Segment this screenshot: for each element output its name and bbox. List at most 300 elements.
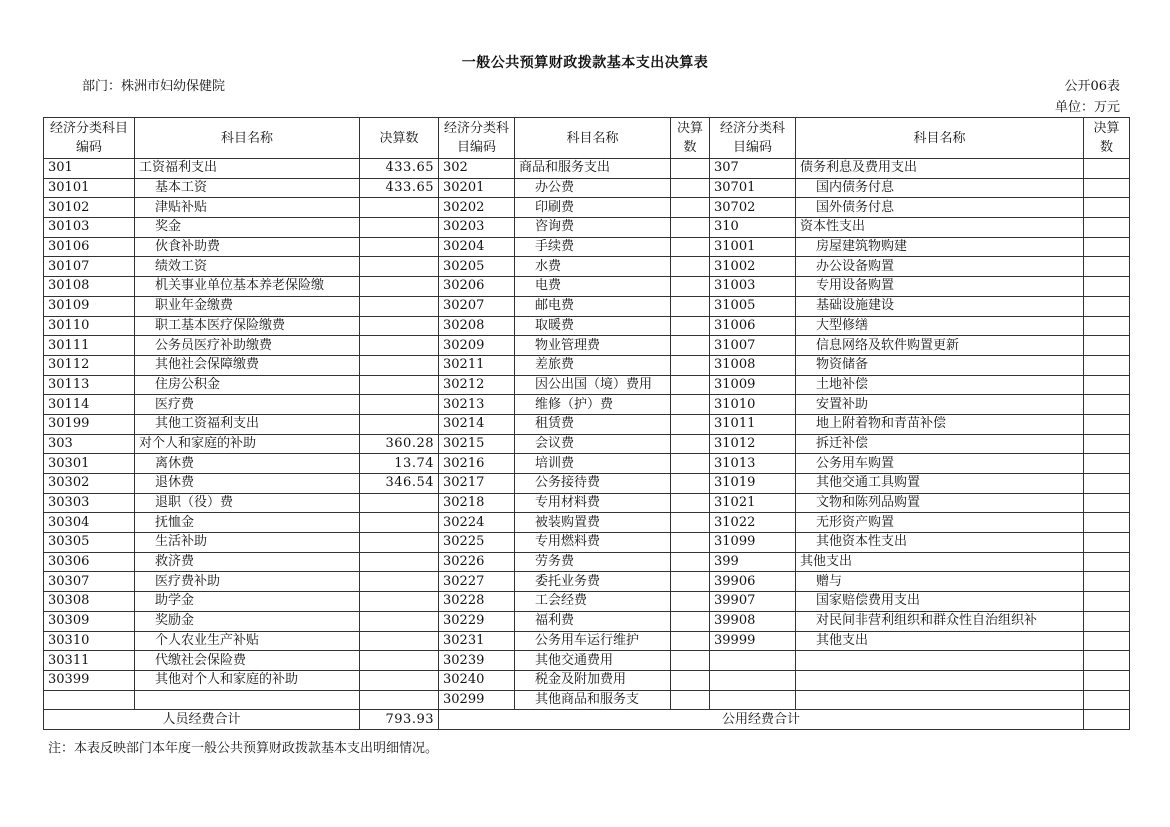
personnel-total-label: 人员经费合计 bbox=[44, 710, 360, 730]
table-row bbox=[44, 611, 1130, 631]
name-cell-3: 其他资本性支出 bbox=[796, 533, 1084, 553]
name-cell-3: 资本性支出 bbox=[796, 218, 1084, 238]
code-cell-1: 30306 bbox=[44, 552, 135, 572]
form-number: 公开06表 bbox=[1064, 79, 1120, 94]
header-name-3: 科目名称 bbox=[796, 118, 1084, 159]
name-cell-3: 债务利息及费用支出 bbox=[796, 159, 1084, 179]
amount-cell-1 bbox=[360, 355, 439, 375]
name-cell-2: 公务接待费 bbox=[515, 474, 671, 494]
table-row bbox=[44, 316, 1130, 336]
amount-cell-2 bbox=[671, 651, 710, 671]
code-cell-2: 30229 bbox=[439, 611, 515, 631]
name-cell-1: 工资福利支出 bbox=[135, 159, 360, 179]
totals-row bbox=[44, 710, 1130, 730]
code-cell-2: 30205 bbox=[439, 257, 515, 277]
table-row bbox=[44, 631, 1130, 651]
name-cell-1: 个人农业生产补贴 bbox=[135, 631, 360, 651]
header-amount-3: 决算数 bbox=[1084, 118, 1130, 159]
name-cell-3: 地上附着物和青苗补偿 bbox=[796, 414, 1084, 434]
code-cell-2: 30299 bbox=[439, 690, 515, 710]
name-cell-2: 电费 bbox=[515, 277, 671, 297]
code-cell-2: 30240 bbox=[439, 670, 515, 690]
amount-cell-1 bbox=[360, 651, 439, 671]
name-cell-2: 福利费 bbox=[515, 611, 671, 631]
code-cell-1: 301 bbox=[44, 159, 135, 179]
name-cell-1: 生活补助 bbox=[135, 533, 360, 553]
table-row bbox=[44, 198, 1130, 218]
amount-cell-3 bbox=[1084, 513, 1130, 533]
code-cell-1: 30309 bbox=[44, 611, 135, 631]
code-cell-1 bbox=[44, 690, 135, 710]
table-row bbox=[44, 178, 1130, 198]
name-cell-2: 物业管理费 bbox=[515, 336, 671, 356]
name-cell-1: 其他社会保障缴费 bbox=[135, 355, 360, 375]
amount-cell-3 bbox=[1084, 670, 1130, 690]
name-cell-1: 救济费 bbox=[135, 552, 360, 572]
amount-cell-3 bbox=[1084, 414, 1130, 434]
amount-cell-1: 433.65 bbox=[360, 159, 439, 179]
code-cell-2: 30203 bbox=[439, 218, 515, 238]
code-cell-1: 30110 bbox=[44, 316, 135, 336]
amount-cell-1 bbox=[360, 533, 439, 553]
department-label: 部门：株洲市妇幼保健院 bbox=[82, 79, 226, 94]
amount-cell-3 bbox=[1084, 651, 1130, 671]
amount-cell-1 bbox=[360, 493, 439, 513]
amount-cell-3 bbox=[1084, 178, 1130, 198]
code-cell-2: 302 bbox=[439, 159, 515, 179]
code-cell-2: 30208 bbox=[439, 316, 515, 336]
code-cell-2: 30217 bbox=[439, 474, 515, 494]
header-amount-2: 决算数 bbox=[671, 118, 710, 159]
code-cell-2: 30228 bbox=[439, 592, 515, 612]
amount-cell-3 bbox=[1084, 572, 1130, 592]
amount-cell-3 bbox=[1084, 336, 1130, 356]
amount-cell-3 bbox=[1084, 395, 1130, 415]
code-cell-3 bbox=[710, 651, 796, 671]
amount-cell-1 bbox=[360, 611, 439, 631]
name-cell-2: 取暖费 bbox=[515, 316, 671, 336]
code-cell-1: 30303 bbox=[44, 493, 135, 513]
table-row bbox=[44, 493, 1130, 513]
amount-cell-1 bbox=[360, 296, 439, 316]
table-row bbox=[44, 592, 1130, 612]
name-cell-1: 退职（役）费 bbox=[135, 493, 360, 513]
code-cell-2: 30213 bbox=[439, 395, 515, 415]
code-cell-3: 310 bbox=[710, 218, 796, 238]
code-cell-2: 30201 bbox=[439, 178, 515, 198]
name-cell-1: 公务员医疗补助缴费 bbox=[135, 336, 360, 356]
table-row bbox=[44, 218, 1130, 238]
amount-cell-3 bbox=[1084, 690, 1130, 710]
code-cell-1: 30310 bbox=[44, 631, 135, 651]
code-cell-2: 30209 bbox=[439, 336, 515, 356]
amount-cell-3 bbox=[1084, 257, 1130, 277]
name-cell-1: 离休费 bbox=[135, 454, 360, 474]
table-row bbox=[44, 670, 1130, 690]
name-cell-2: 其他商品和服务支 bbox=[515, 690, 671, 710]
amount-cell-1 bbox=[360, 316, 439, 336]
name-cell-2: 手续费 bbox=[515, 237, 671, 257]
name-cell-3: 国家赔偿费用支出 bbox=[796, 592, 1084, 612]
header-name-1: 科目名称 bbox=[135, 118, 360, 159]
name-cell-1: 机关事业单位基本养老保险缴 bbox=[135, 277, 360, 297]
code-cell-2: 30206 bbox=[439, 277, 515, 297]
name-cell-1: 职业年金缴费 bbox=[135, 296, 360, 316]
amount-cell-3 bbox=[1084, 316, 1130, 336]
name-cell-1: 抚恤金 bbox=[135, 513, 360, 533]
amount-cell-1 bbox=[360, 572, 439, 592]
code-cell-1: 30304 bbox=[44, 513, 135, 533]
amount-cell-2 bbox=[671, 690, 710, 710]
name-cell-2: 委托业务费 bbox=[515, 572, 671, 592]
amount-cell-3 bbox=[1084, 611, 1130, 631]
code-cell-3 bbox=[710, 690, 796, 710]
amount-cell-1 bbox=[360, 237, 439, 257]
table-row bbox=[44, 513, 1130, 533]
code-cell-1: 30305 bbox=[44, 533, 135, 553]
code-cell-1: 30301 bbox=[44, 454, 135, 474]
name-cell-2: 培训费 bbox=[515, 454, 671, 474]
name-cell-2: 商品和服务支出 bbox=[515, 159, 671, 179]
amount-cell-2 bbox=[671, 277, 710, 297]
name-cell-1: 基本工资 bbox=[135, 178, 360, 198]
amount-cell-1 bbox=[360, 592, 439, 612]
code-cell-3: 31007 bbox=[710, 336, 796, 356]
table-row bbox=[44, 434, 1130, 454]
amount-cell-3 bbox=[1084, 552, 1130, 572]
table-row bbox=[44, 414, 1130, 434]
code-cell-1: 30399 bbox=[44, 670, 135, 690]
name-cell-3: 安置补助 bbox=[796, 395, 1084, 415]
name-cell-1: 津贴补贴 bbox=[135, 198, 360, 218]
name-cell-3: 国内债务付息 bbox=[796, 178, 1084, 198]
code-cell-2: 30211 bbox=[439, 355, 515, 375]
amount-cell-3 bbox=[1084, 493, 1130, 513]
table-row bbox=[44, 257, 1130, 277]
amount-cell-1: 433.65 bbox=[360, 178, 439, 198]
name-cell-2: 办公费 bbox=[515, 178, 671, 198]
code-cell-1: 30106 bbox=[44, 237, 135, 257]
name-cell-1: 其他工资福利支出 bbox=[135, 414, 360, 434]
amount-cell-1 bbox=[360, 552, 439, 572]
name-cell-3: 其他交通工具购置 bbox=[796, 474, 1084, 494]
amount-cell-3 bbox=[1084, 159, 1130, 179]
name-cell-2: 税金及附加费用 bbox=[515, 670, 671, 690]
name-cell-2: 劳务费 bbox=[515, 552, 671, 572]
name-cell-2: 会议费 bbox=[515, 434, 671, 454]
amount-cell-2 bbox=[671, 218, 710, 238]
code-cell-2: 30212 bbox=[439, 375, 515, 395]
name-cell-1: 奖励金 bbox=[135, 611, 360, 631]
table-row bbox=[44, 395, 1130, 415]
name-cell-2: 差旅费 bbox=[515, 355, 671, 375]
name-cell-2: 印刷费 bbox=[515, 198, 671, 218]
code-cell-1: 30107 bbox=[44, 257, 135, 277]
code-cell-1: 30311 bbox=[44, 651, 135, 671]
name-cell-3: 大型修缮 bbox=[796, 316, 1084, 336]
amount-cell-2 bbox=[671, 237, 710, 257]
name-cell-3: 赠与 bbox=[796, 572, 1084, 592]
code-cell-3: 31013 bbox=[710, 454, 796, 474]
table-row bbox=[44, 690, 1130, 710]
name-cell-3: 土地补偿 bbox=[796, 375, 1084, 395]
amount-cell-2 bbox=[671, 395, 710, 415]
name-cell-2: 专用材料费 bbox=[515, 493, 671, 513]
name-cell-3: 专用设备购置 bbox=[796, 277, 1084, 297]
table-row bbox=[44, 454, 1130, 474]
name-cell-1: 医疗费 bbox=[135, 395, 360, 415]
code-cell-1: 30112 bbox=[44, 355, 135, 375]
code-cell-2: 30204 bbox=[439, 237, 515, 257]
amount-cell-1 bbox=[360, 631, 439, 651]
amount-cell-3 bbox=[1084, 434, 1130, 454]
name-cell-1: 其他对个人和家庭的补助 bbox=[135, 670, 360, 690]
table-row bbox=[44, 533, 1130, 553]
name-cell-3: 对民间非营利组织和群众性自治组织补 bbox=[796, 611, 1084, 631]
amount-cell-2 bbox=[671, 533, 710, 553]
name-cell-3: 基础设施建设 bbox=[796, 296, 1084, 316]
name-cell-2: 其他交通费用 bbox=[515, 651, 671, 671]
code-cell-1: 30113 bbox=[44, 375, 135, 395]
amount-cell-2 bbox=[671, 513, 710, 533]
code-cell-3: 31005 bbox=[710, 296, 796, 316]
code-cell-1: 30114 bbox=[44, 395, 135, 415]
report-title: 一般公共预算财政拨款基本支出决算表 bbox=[461, 55, 709, 71]
name-cell-1: 对个人和家庭的补助 bbox=[135, 434, 360, 454]
code-cell-3: 399 bbox=[710, 552, 796, 572]
table-row bbox=[44, 237, 1130, 257]
amount-cell-2 bbox=[671, 414, 710, 434]
amount-cell-2 bbox=[671, 572, 710, 592]
name-cell-1: 职工基本医疗保险缴费 bbox=[135, 316, 360, 336]
table-header-row bbox=[44, 118, 1130, 159]
code-cell-3: 39907 bbox=[710, 592, 796, 612]
name-cell-3: 拆迁补偿 bbox=[796, 434, 1084, 454]
name-cell-3: 其他支出 bbox=[796, 552, 1084, 572]
header-amount-1: 决算数 bbox=[360, 118, 439, 159]
amount-cell-1 bbox=[360, 218, 439, 238]
code-cell-3: 31012 bbox=[710, 434, 796, 454]
header-name-2: 科目名称 bbox=[515, 118, 671, 159]
amount-cell-1 bbox=[360, 375, 439, 395]
name-cell-1: 退休费 bbox=[135, 474, 360, 494]
name-cell-1: 伙食补助费 bbox=[135, 237, 360, 257]
amount-cell-3 bbox=[1084, 375, 1130, 395]
code-cell-2: 30215 bbox=[439, 434, 515, 454]
table-row bbox=[44, 474, 1130, 494]
code-cell-2: 30224 bbox=[439, 513, 515, 533]
amount-cell-3 bbox=[1084, 355, 1130, 375]
amount-cell-3 bbox=[1084, 592, 1130, 612]
amount-cell-1: 346.54 bbox=[360, 474, 439, 494]
name-cell-1 bbox=[135, 690, 360, 710]
amount-cell-1 bbox=[360, 395, 439, 415]
name-cell-3 bbox=[796, 651, 1084, 671]
name-cell-1: 助学金 bbox=[135, 592, 360, 612]
name-cell-2: 因公出国（境）费用 bbox=[515, 375, 671, 395]
personnel-total-value: 793.93 bbox=[360, 710, 439, 730]
name-cell-3: 信息网络及软件购置更新 bbox=[796, 336, 1084, 356]
amount-cell-2 bbox=[671, 434, 710, 454]
amount-cell-1 bbox=[360, 670, 439, 690]
name-cell-2: 工会经费 bbox=[515, 592, 671, 612]
code-cell-3: 31003 bbox=[710, 277, 796, 297]
amount-cell-2 bbox=[671, 631, 710, 651]
code-cell-1: 30102 bbox=[44, 198, 135, 218]
footnote: 注：本表反映部门本年度一般公共预算财政拨款基本支出明细情况。 bbox=[48, 741, 439, 756]
table-row bbox=[44, 375, 1130, 395]
name-cell-1: 绩效工资 bbox=[135, 257, 360, 277]
amount-cell-2 bbox=[671, 375, 710, 395]
code-cell-1: 30108 bbox=[44, 277, 135, 297]
amount-cell-2 bbox=[671, 336, 710, 356]
name-cell-3: 其他支出 bbox=[796, 631, 1084, 651]
amount-cell-3 bbox=[1084, 237, 1130, 257]
amount-cell-2 bbox=[671, 198, 710, 218]
name-cell-3: 公务用车购置 bbox=[796, 454, 1084, 474]
table-row bbox=[44, 552, 1130, 572]
name-cell-2: 邮电费 bbox=[515, 296, 671, 316]
amount-cell-2 bbox=[671, 296, 710, 316]
amount-cell-3 bbox=[1084, 533, 1130, 553]
amount-cell-1 bbox=[360, 513, 439, 533]
code-cell-1: 303 bbox=[44, 434, 135, 454]
code-cell-2: 30226 bbox=[439, 552, 515, 572]
code-cell-3: 31006 bbox=[710, 316, 796, 336]
name-cell-3: 无形资产购置 bbox=[796, 513, 1084, 533]
header-code-2: 经济分类科目编码 bbox=[439, 118, 515, 159]
amount-cell-2 bbox=[671, 611, 710, 631]
amount-cell-2 bbox=[671, 493, 710, 513]
name-cell-3: 房屋建筑物购建 bbox=[796, 237, 1084, 257]
name-cell-1: 住房公积金 bbox=[135, 375, 360, 395]
code-cell-2: 30225 bbox=[439, 533, 515, 553]
code-cell-3: 30702 bbox=[710, 198, 796, 218]
code-cell-2: 30227 bbox=[439, 572, 515, 592]
amount-cell-3 bbox=[1084, 198, 1130, 218]
name-cell-2: 维修（护）费 bbox=[515, 395, 671, 415]
table-row bbox=[44, 651, 1130, 671]
code-cell-3: 31009 bbox=[710, 375, 796, 395]
code-cell-3 bbox=[710, 670, 796, 690]
name-cell-3: 物资储备 bbox=[796, 355, 1084, 375]
table-row bbox=[44, 277, 1130, 297]
header-code-3: 经济分类科目编码 bbox=[710, 118, 796, 159]
code-cell-3: 31002 bbox=[710, 257, 796, 277]
code-cell-3: 39908 bbox=[710, 611, 796, 631]
code-cell-1: 30111 bbox=[44, 336, 135, 356]
amount-cell-2 bbox=[671, 474, 710, 494]
code-cell-2: 30202 bbox=[439, 198, 515, 218]
amount-cell-2 bbox=[671, 670, 710, 690]
code-cell-1: 30302 bbox=[44, 474, 135, 494]
amount-cell-1: 13.74 bbox=[360, 454, 439, 474]
amount-cell-3 bbox=[1084, 218, 1130, 238]
amount-cell-1 bbox=[360, 198, 439, 218]
code-cell-3: 31021 bbox=[710, 493, 796, 513]
code-cell-1: 30101 bbox=[44, 178, 135, 198]
code-cell-3: 39906 bbox=[710, 572, 796, 592]
code-cell-2: 30216 bbox=[439, 454, 515, 474]
code-cell-2: 30218 bbox=[439, 493, 515, 513]
code-cell-3: 31019 bbox=[710, 474, 796, 494]
code-cell-3: 307 bbox=[710, 159, 796, 179]
name-cell-1: 奖金 bbox=[135, 218, 360, 238]
amount-cell-3 bbox=[1084, 454, 1130, 474]
name-cell-3 bbox=[796, 670, 1084, 690]
amount-cell-3 bbox=[1084, 296, 1130, 316]
amount-cell-3 bbox=[1084, 474, 1130, 494]
code-cell-1: 30307 bbox=[44, 572, 135, 592]
code-cell-3: 31008 bbox=[710, 355, 796, 375]
code-cell-2: 30239 bbox=[439, 651, 515, 671]
code-cell-2: 30231 bbox=[439, 631, 515, 651]
name-cell-3: 国外债务付息 bbox=[796, 198, 1084, 218]
table-row bbox=[44, 336, 1130, 356]
code-cell-3: 30701 bbox=[710, 178, 796, 198]
table-row bbox=[44, 296, 1130, 316]
name-cell-1: 医疗费补助 bbox=[135, 572, 360, 592]
amount-cell-1 bbox=[360, 414, 439, 434]
code-cell-3: 31010 bbox=[710, 395, 796, 415]
code-cell-2: 30207 bbox=[439, 296, 515, 316]
amount-cell-2 bbox=[671, 178, 710, 198]
amount-cell-2 bbox=[671, 454, 710, 474]
code-cell-3: 31022 bbox=[710, 513, 796, 533]
name-cell-1: 代缴社会保险费 bbox=[135, 651, 360, 671]
public-total-label: 公用经费合计 bbox=[439, 710, 1084, 730]
amount-cell-1 bbox=[360, 336, 439, 356]
amount-cell-2 bbox=[671, 592, 710, 612]
amount-cell-1: 360.28 bbox=[360, 434, 439, 454]
expenditure-table bbox=[43, 117, 1130, 730]
code-cell-1: 30109 bbox=[44, 296, 135, 316]
amount-cell-2 bbox=[671, 355, 710, 375]
name-cell-2: 被装购置费 bbox=[515, 513, 671, 533]
name-cell-3: 文物和陈列品购置 bbox=[796, 493, 1084, 513]
amount-cell-2 bbox=[671, 316, 710, 336]
table-row bbox=[44, 159, 1130, 179]
amount-cell-2 bbox=[671, 552, 710, 572]
name-cell-2: 租赁费 bbox=[515, 414, 671, 434]
unit-label: 单位：万元 bbox=[1054, 100, 1120, 115]
code-cell-1: 30103 bbox=[44, 218, 135, 238]
code-cell-3: 31001 bbox=[710, 237, 796, 257]
public-total-value bbox=[1084, 710, 1130, 730]
header-code-1: 经济分类科目编码 bbox=[44, 118, 135, 159]
code-cell-1: 30308 bbox=[44, 592, 135, 612]
amount-cell-1 bbox=[360, 690, 439, 710]
name-cell-2: 咨询费 bbox=[515, 218, 671, 238]
code-cell-2: 30214 bbox=[439, 414, 515, 434]
table-row bbox=[44, 355, 1130, 375]
code-cell-3: 31099 bbox=[710, 533, 796, 553]
name-cell-3 bbox=[796, 690, 1084, 710]
name-cell-2: 专用燃料费 bbox=[515, 533, 671, 553]
code-cell-3: 31011 bbox=[710, 414, 796, 434]
amount-cell-1 bbox=[360, 277, 439, 297]
name-cell-2: 水费 bbox=[515, 257, 671, 277]
name-cell-2: 公务用车运行维护 bbox=[515, 631, 671, 651]
name-cell-3: 办公设备购置 bbox=[796, 257, 1084, 277]
amount-cell-3 bbox=[1084, 277, 1130, 297]
amount-cell-2 bbox=[671, 159, 710, 179]
amount-cell-3 bbox=[1084, 631, 1130, 651]
code-cell-3: 39999 bbox=[710, 631, 796, 651]
amount-cell-1 bbox=[360, 257, 439, 277]
amount-cell-2 bbox=[671, 257, 710, 277]
table-row bbox=[44, 572, 1130, 592]
